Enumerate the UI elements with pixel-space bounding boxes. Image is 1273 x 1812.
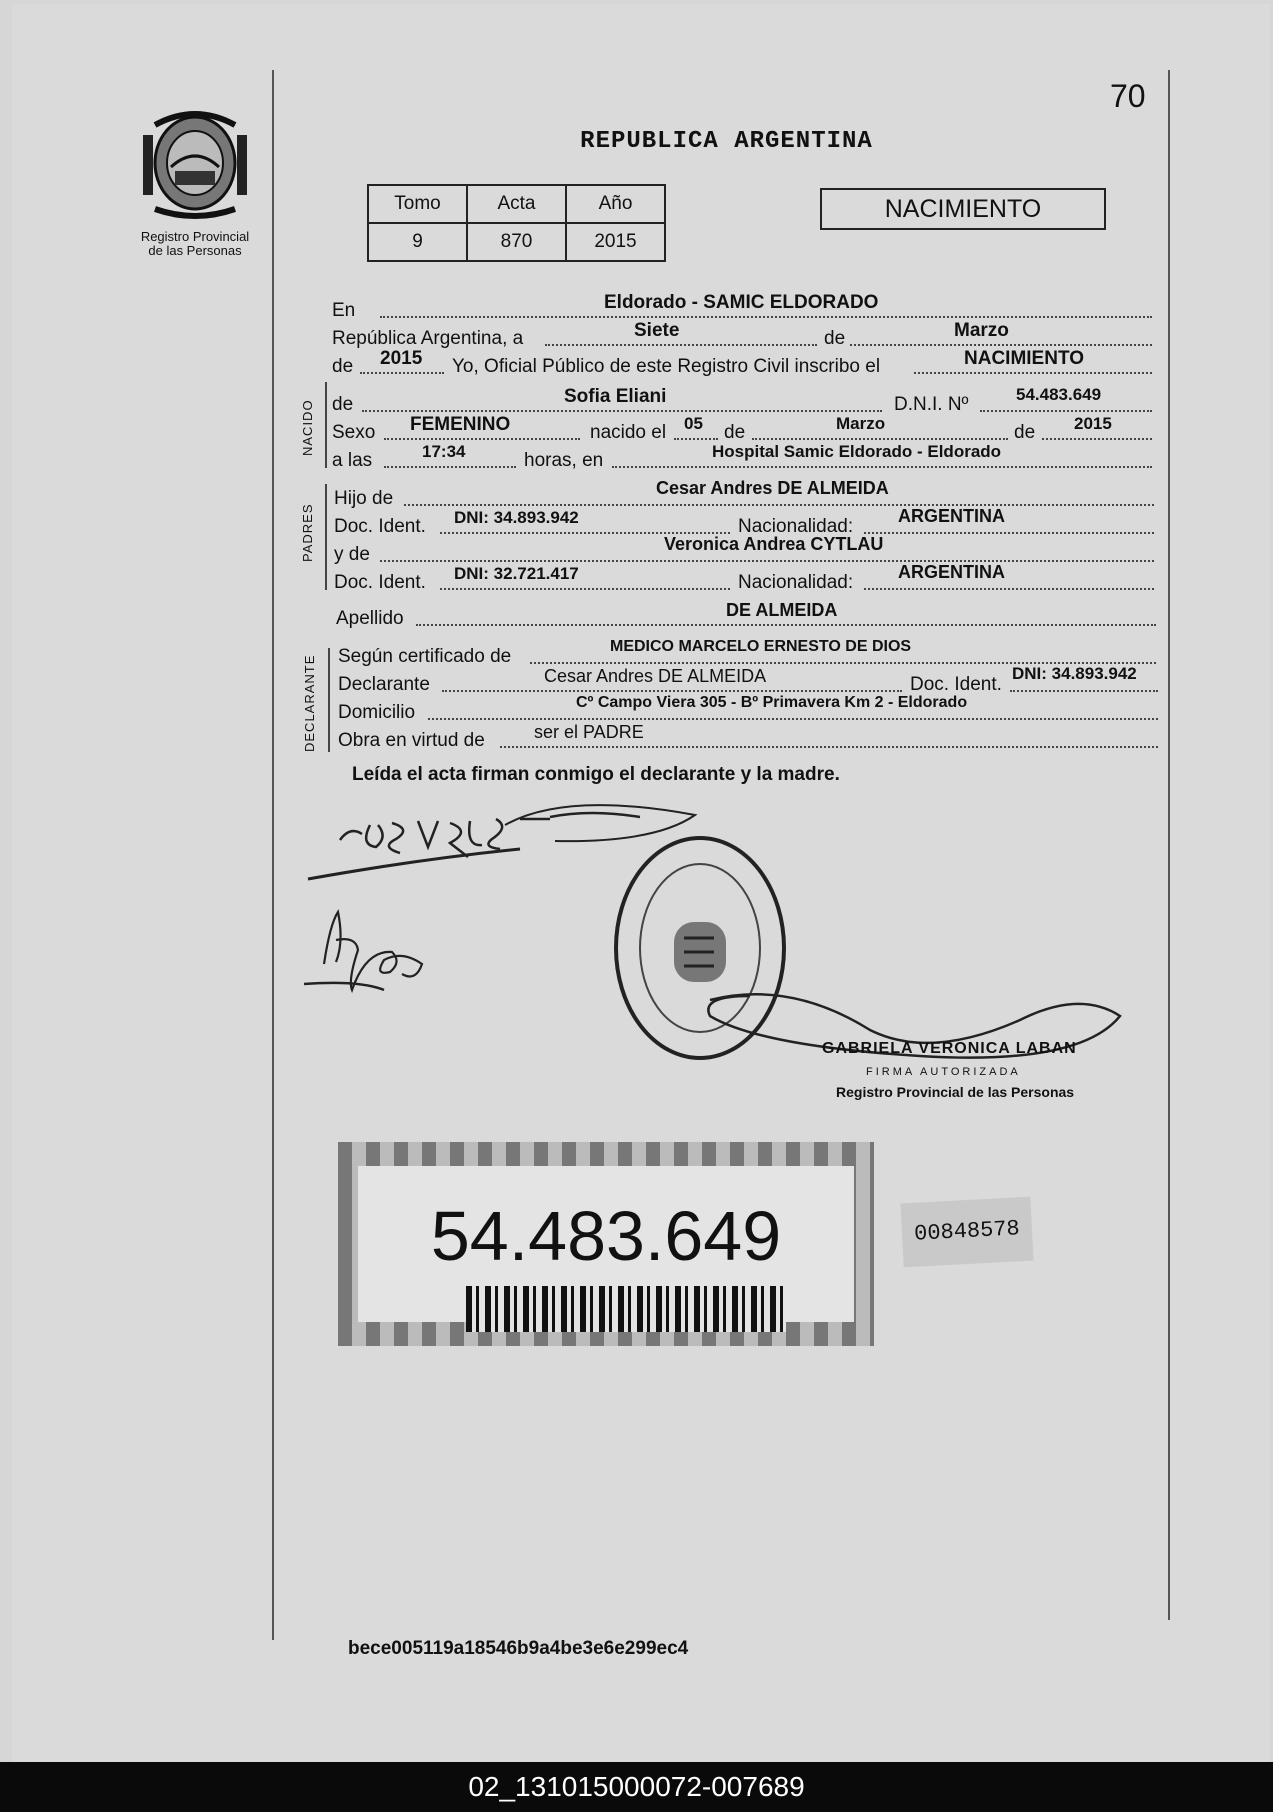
certificado-label: Según certificado de (338, 646, 512, 667)
padres-section-label: PADRES (300, 503, 315, 562)
place-value: Hospital Samic Eldorado - Eldorado (712, 442, 1002, 461)
dni-sticker (338, 1142, 874, 1346)
mother-nat-value: ARGENTINA (898, 562, 1005, 582)
record-type-box: NACIMIENTO (820, 188, 1106, 230)
sexo-label: Sexo (332, 422, 376, 443)
mother-signature (300, 900, 430, 1000)
day-value: Siete (634, 320, 680, 341)
left-margin-line (272, 70, 274, 1640)
birth-year-value: 2015 (1074, 414, 1112, 433)
month-value: Marzo (954, 320, 1009, 341)
birth-month-value: Marzo (836, 414, 886, 433)
apellido-value: DE ALMEIDA (726, 600, 838, 620)
anio-header: Año (566, 185, 665, 223)
barcode-icon (466, 1286, 786, 1332)
child-dni-value: 54.483.649 (1016, 385, 1102, 404)
republica-label: República Argentina, a (332, 328, 524, 349)
domicilio-value: Cº Campo Viera 305 - Bº Primavera Km 2 - Eldorado (576, 694, 968, 711)
father-doc-label: Doc. Ident. (334, 516, 426, 537)
title-text: REPUBLICA ARGENTINA (580, 128, 873, 155)
birth-day-value: 05 (684, 414, 703, 433)
nacido-de-label: de (332, 394, 354, 415)
inscribe-value: NACIMIENTO (964, 348, 1084, 369)
nacido-bracket (325, 382, 327, 468)
official-title: FIRMA AUTORIZADA (866, 1066, 1021, 1078)
record-table (367, 184, 666, 262)
horas-en-label: horas, en (524, 450, 604, 471)
father-nat-value: ARGENTINA (898, 506, 1005, 526)
mother-doc-label: Doc. Ident. (334, 572, 426, 593)
footer-id: 02_131015000072-007689 (0, 1762, 1273, 1812)
nacido-section-label: NACIDO (300, 399, 315, 456)
en-value: Eldorado - SAMIC ELDORADO (604, 292, 879, 313)
closing-statement: Leída el acta firman conmigo el declarante y la madre. (352, 764, 840, 785)
hijo-de-label: Hijo de (334, 488, 394, 509)
declarante-value: Cesar Andres DE ALMEIDA (544, 666, 767, 686)
official-text: Yo, Oficial Público de este Registro Civil inscribo el (452, 356, 881, 377)
de-label-2: de (332, 356, 354, 377)
father-name-value: Cesar Andres DE ALMEIDA (656, 478, 889, 498)
document-title (0, 128, 1273, 155)
sticker-number: 54.483.649 (430, 1197, 782, 1275)
page-number: 70 (1110, 78, 1146, 114)
mother-name-value: Veronica Andrea CYTLAU (664, 534, 884, 554)
declarante-label: Declarante (338, 674, 430, 695)
de-label-1: de (824, 328, 846, 349)
serial-label: 00848578 (900, 1197, 1033, 1268)
right-margin-line (1168, 70, 1170, 1620)
apellido-label: Apellido (336, 608, 404, 629)
acta-value: 870 (467, 223, 566, 261)
acta-header: Acta (467, 185, 566, 223)
obra-label: Obra en virtud de (338, 730, 485, 751)
provincial-emblem-icon (135, 105, 255, 225)
a-las-label: a las (332, 450, 373, 471)
sexo-value: FEMENINO (410, 414, 511, 435)
obra-value: ser el PADRE (534, 722, 644, 742)
anio-value: 2015 (566, 223, 665, 261)
declarante-doc-label: Doc. Ident. (910, 674, 1002, 695)
declarante-section-label: DECLARANTE (302, 654, 317, 752)
nacido-de-label-2: de (724, 422, 746, 443)
registry-label (120, 230, 270, 258)
official-registry: Registro Provincial de las Personas (836, 1084, 1075, 1100)
official-name: GABRIELA VERONICA LABAN (822, 1040, 1077, 1057)
mother-doc-value: DNI: 32.721.417 (454, 564, 579, 583)
registry-label-line1: Registro Provincial (140, 229, 250, 244)
padres-bracket (325, 484, 327, 590)
en-label: En (332, 300, 356, 321)
tomo-header: Tomo (368, 185, 467, 223)
mother-nat-label: Nacionalidad: (738, 572, 854, 593)
y-de-label: y de (334, 544, 370, 565)
nacido-el-label: nacido el (590, 422, 667, 443)
document-hash: bece005119a18546b9a4be3e6e299ec4 (348, 1638, 689, 1659)
record-table-values (368, 223, 665, 261)
tomo-value: 9 (368, 223, 467, 261)
domicilio-label: Domicilio (338, 702, 416, 723)
declarante-doc-value: DNI: 34.893.942 (1012, 664, 1137, 683)
year-value: 2015 (380, 348, 423, 369)
child-name-value: Sofia Eliani (564, 386, 667, 407)
day-field (545, 322, 817, 346)
father-doc-value: DNI: 34.893.942 (454, 508, 579, 527)
registry-label-line2: de las Personas (148, 243, 242, 258)
certificado-value: MEDICO MARCELO ERNESTO DE DIOS (610, 638, 912, 655)
record-table-header (368, 185, 665, 223)
sticker-panel (358, 1166, 854, 1322)
nacido-de-label-3: de (1014, 422, 1036, 443)
declarante-bracket (328, 648, 330, 752)
father-nat-label: Nacionalidad: (738, 516, 854, 537)
dni-label: D.N.I. Nº (894, 394, 969, 415)
time-value: 17:34 (422, 442, 466, 461)
